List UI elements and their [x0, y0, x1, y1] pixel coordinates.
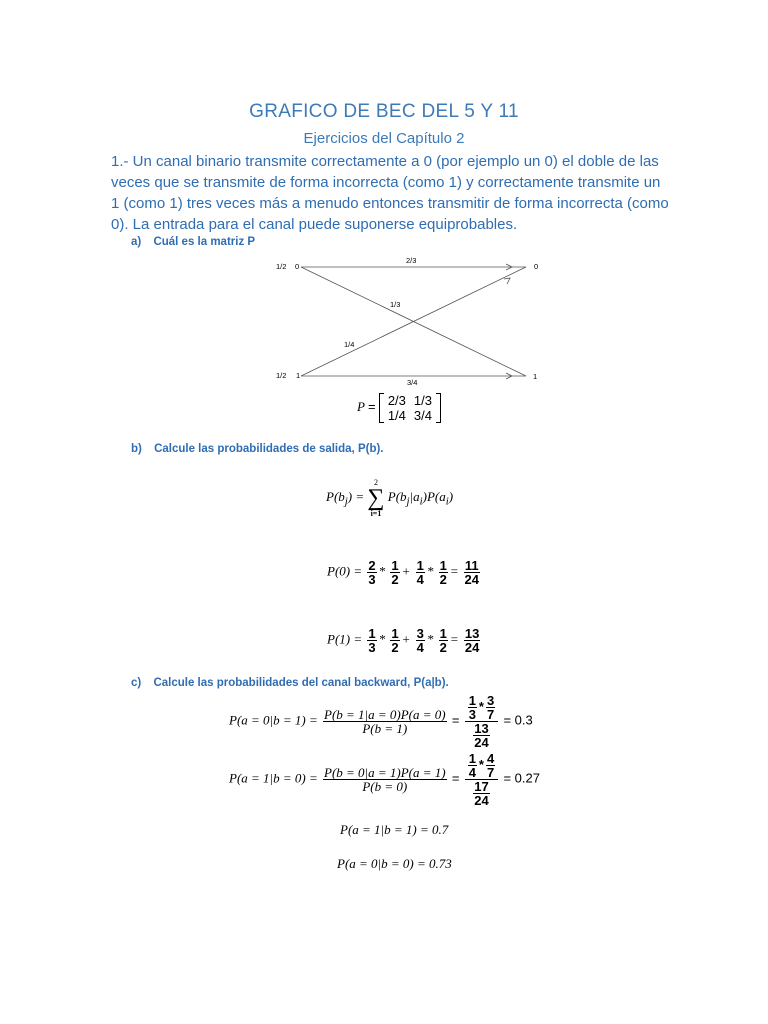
frac-num: 1	[468, 751, 476, 766]
frac-den: 7	[486, 765, 495, 780]
label-p01: 1/3	[390, 300, 401, 309]
frac-den: 24	[474, 793, 489, 808]
input-prob-bottom: 1/2	[276, 371, 287, 380]
question-c	[131, 677, 449, 689]
formula-sub: j	[344, 495, 348, 508]
frac-num: 1	[391, 558, 399, 573]
sum-upper: 2	[373, 478, 378, 487]
frac-num: 13	[474, 721, 489, 736]
label-p10: 1/4	[344, 340, 355, 349]
frac-num: 1	[439, 558, 447, 573]
label-p11: 3/4	[407, 378, 418, 387]
question-a-label: a)	[131, 236, 142, 248]
sum-lower: i=1	[370, 509, 382, 518]
formula-sub: i	[445, 495, 449, 508]
frac-den: 4	[416, 640, 424, 655]
matrix-eq: =	[367, 398, 376, 414]
frac-num: 1	[468, 693, 476, 708]
equation-backward-1: P(a = 0|b = 1) = $\frac{P(b = 1|a = 0)P(a = 0)}{P(b = 1)}$ = $\frac{1}{3}$ * $\frac{3}{7}$ $\frac{13}{24}$ = 0.3	[229, 693, 533, 750]
eq-result: = 0.27	[503, 770, 540, 786]
frac-den: 2	[391, 572, 399, 587]
equation-backward-4: P(a = 0|b = 0) = 0.73	[337, 856, 452, 871]
frac-num: P(b = 1|a = 0)P(a = 0)	[324, 707, 446, 722]
formula-sub: i	[419, 495, 423, 508]
frac-num: 11	[464, 558, 479, 573]
eq-lhs: P(0) =	[327, 563, 363, 579]
channel-diagram	[268, 252, 558, 390]
eq-lhs: P(1) =	[327, 631, 363, 647]
eq-lhs: P(a = 1|b = 0) =	[229, 770, 318, 786]
eq-lhs: P(a = 0|b = 1) =	[229, 712, 318, 728]
formula-text: ) =	[347, 488, 365, 504]
sum-symbol: ∑	[367, 485, 385, 511]
matrix-equation	[357, 393, 441, 423]
page-title: GRAFICO DE BEC DEL 5 Y 11	[249, 101, 519, 122]
question-a-text: Cuál es la matriz P	[153, 236, 256, 248]
question-b-text: Calcule las probabilidades de salida, P(b).	[154, 443, 384, 455]
frac-num: 1	[439, 626, 447, 641]
frac-num: 3	[416, 626, 424, 641]
label-p00: 2/3	[406, 256, 417, 265]
frac-den: 7	[486, 707, 495, 722]
question-b	[131, 443, 384, 455]
eq-result: = 0.3	[503, 712, 533, 728]
frac-num: 1	[391, 626, 399, 641]
frac-den: 4	[416, 572, 424, 587]
frac-num: 13	[464, 626, 480, 641]
question-a	[131, 236, 255, 248]
frac-num: 3	[486, 693, 495, 708]
formula-text: P(b	[387, 488, 407, 504]
matrix-cell: 3/4	[413, 408, 432, 423]
frac-den: 4	[468, 765, 476, 780]
problem-statement: 1.- Un canal binario transmite correctamente a 0 (por ejemplo un 0) el doble de las veces que se transmite de forma incorrecta (como 1) y correctamente transmite un 1 (como 1) tres veces más a menudo entonces transmitir de forma incorrecta (como 0). La entrada para el canal puede suponerse equiprobables.	[111, 153, 669, 233]
equation-p0: P(0) = $\frac{2}{3}$ * $\frac{1}{2}$ + $\frac{1}{4}$ * $\frac{1}{2}$ = $\frac{11}{24}$	[327, 558, 479, 587]
matrix-p	[379, 393, 441, 423]
frac-den: 2	[439, 572, 447, 587]
frac-num: P(b = 0|a = 1)P(a = 1)	[324, 765, 446, 780]
input-symbol-1: 1	[296, 371, 301, 380]
frac-den: 3	[368, 640, 376, 655]
frac-den: 24	[464, 640, 480, 655]
equation-backward-2: P(a = 1|b = 0) = $\frac{P(b = 0|a = 1)P(a = 1)}{P(b = 0)}$ = $\frac{1}{4}$ * $\frac{4}{7}$ $\frac{17}{24}$ = 0.27	[229, 751, 540, 808]
frac-num: 1	[368, 626, 376, 641]
frac-den: P(b = 1)	[362, 721, 408, 736]
frac-num: 17	[474, 779, 489, 794]
formula-text: P(b	[326, 488, 345, 504]
input-prob-top: 1/2	[276, 262, 287, 271]
output-probability-formula	[326, 478, 453, 518]
frac-den: P(b = 0)	[362, 779, 408, 794]
input-symbol-0: 0	[295, 262, 300, 271]
output-symbol-0: 0	[534, 262, 539, 271]
formula-text: |a	[409, 488, 420, 504]
page-subtitle: Ejercicios del Capítulo 2	[303, 130, 465, 147]
question-b-label: b)	[131, 443, 142, 455]
equation-p1: P(1) = $\frac{1}{3}$ * $\frac{1}{2}$ + $\frac{3}{4}$ * $\frac{1}{2}$ = $\frac{13}{24}$	[327, 626, 480, 655]
frac-den: 2	[439, 640, 447, 655]
formula-sub: j	[406, 495, 410, 508]
matrix-cell: 2/3	[387, 393, 406, 408]
frac-den: 3	[468, 707, 476, 722]
question-c-text: Calcule las probabilidades del canal backward, P(a|b).	[153, 677, 449, 689]
arrow-1-0-icon	[504, 278, 510, 284]
frac-num: 1	[416, 558, 424, 573]
question-c-label: c)	[131, 677, 142, 689]
frac-den: 24	[474, 735, 489, 750]
sum-operator	[367, 478, 384, 518]
frac-den: 3	[368, 572, 376, 587]
matrix-cell: 1/3	[413, 393, 432, 408]
frac-num: 2	[368, 558, 376, 573]
equation-backward-3: P(a = 1|b = 1) = 0.7	[340, 822, 449, 837]
frac-num: 4	[486, 751, 495, 766]
formula-text: )P(a	[422, 488, 446, 504]
output-symbol-1: 1	[533, 372, 538, 381]
matrix-lhs: P	[357, 398, 365, 414]
formula-text: )	[448, 488, 454, 504]
frac-den: 2	[391, 640, 399, 655]
matrix-cell: 1/4	[387, 408, 406, 423]
frac-den: 24	[464, 572, 479, 587]
